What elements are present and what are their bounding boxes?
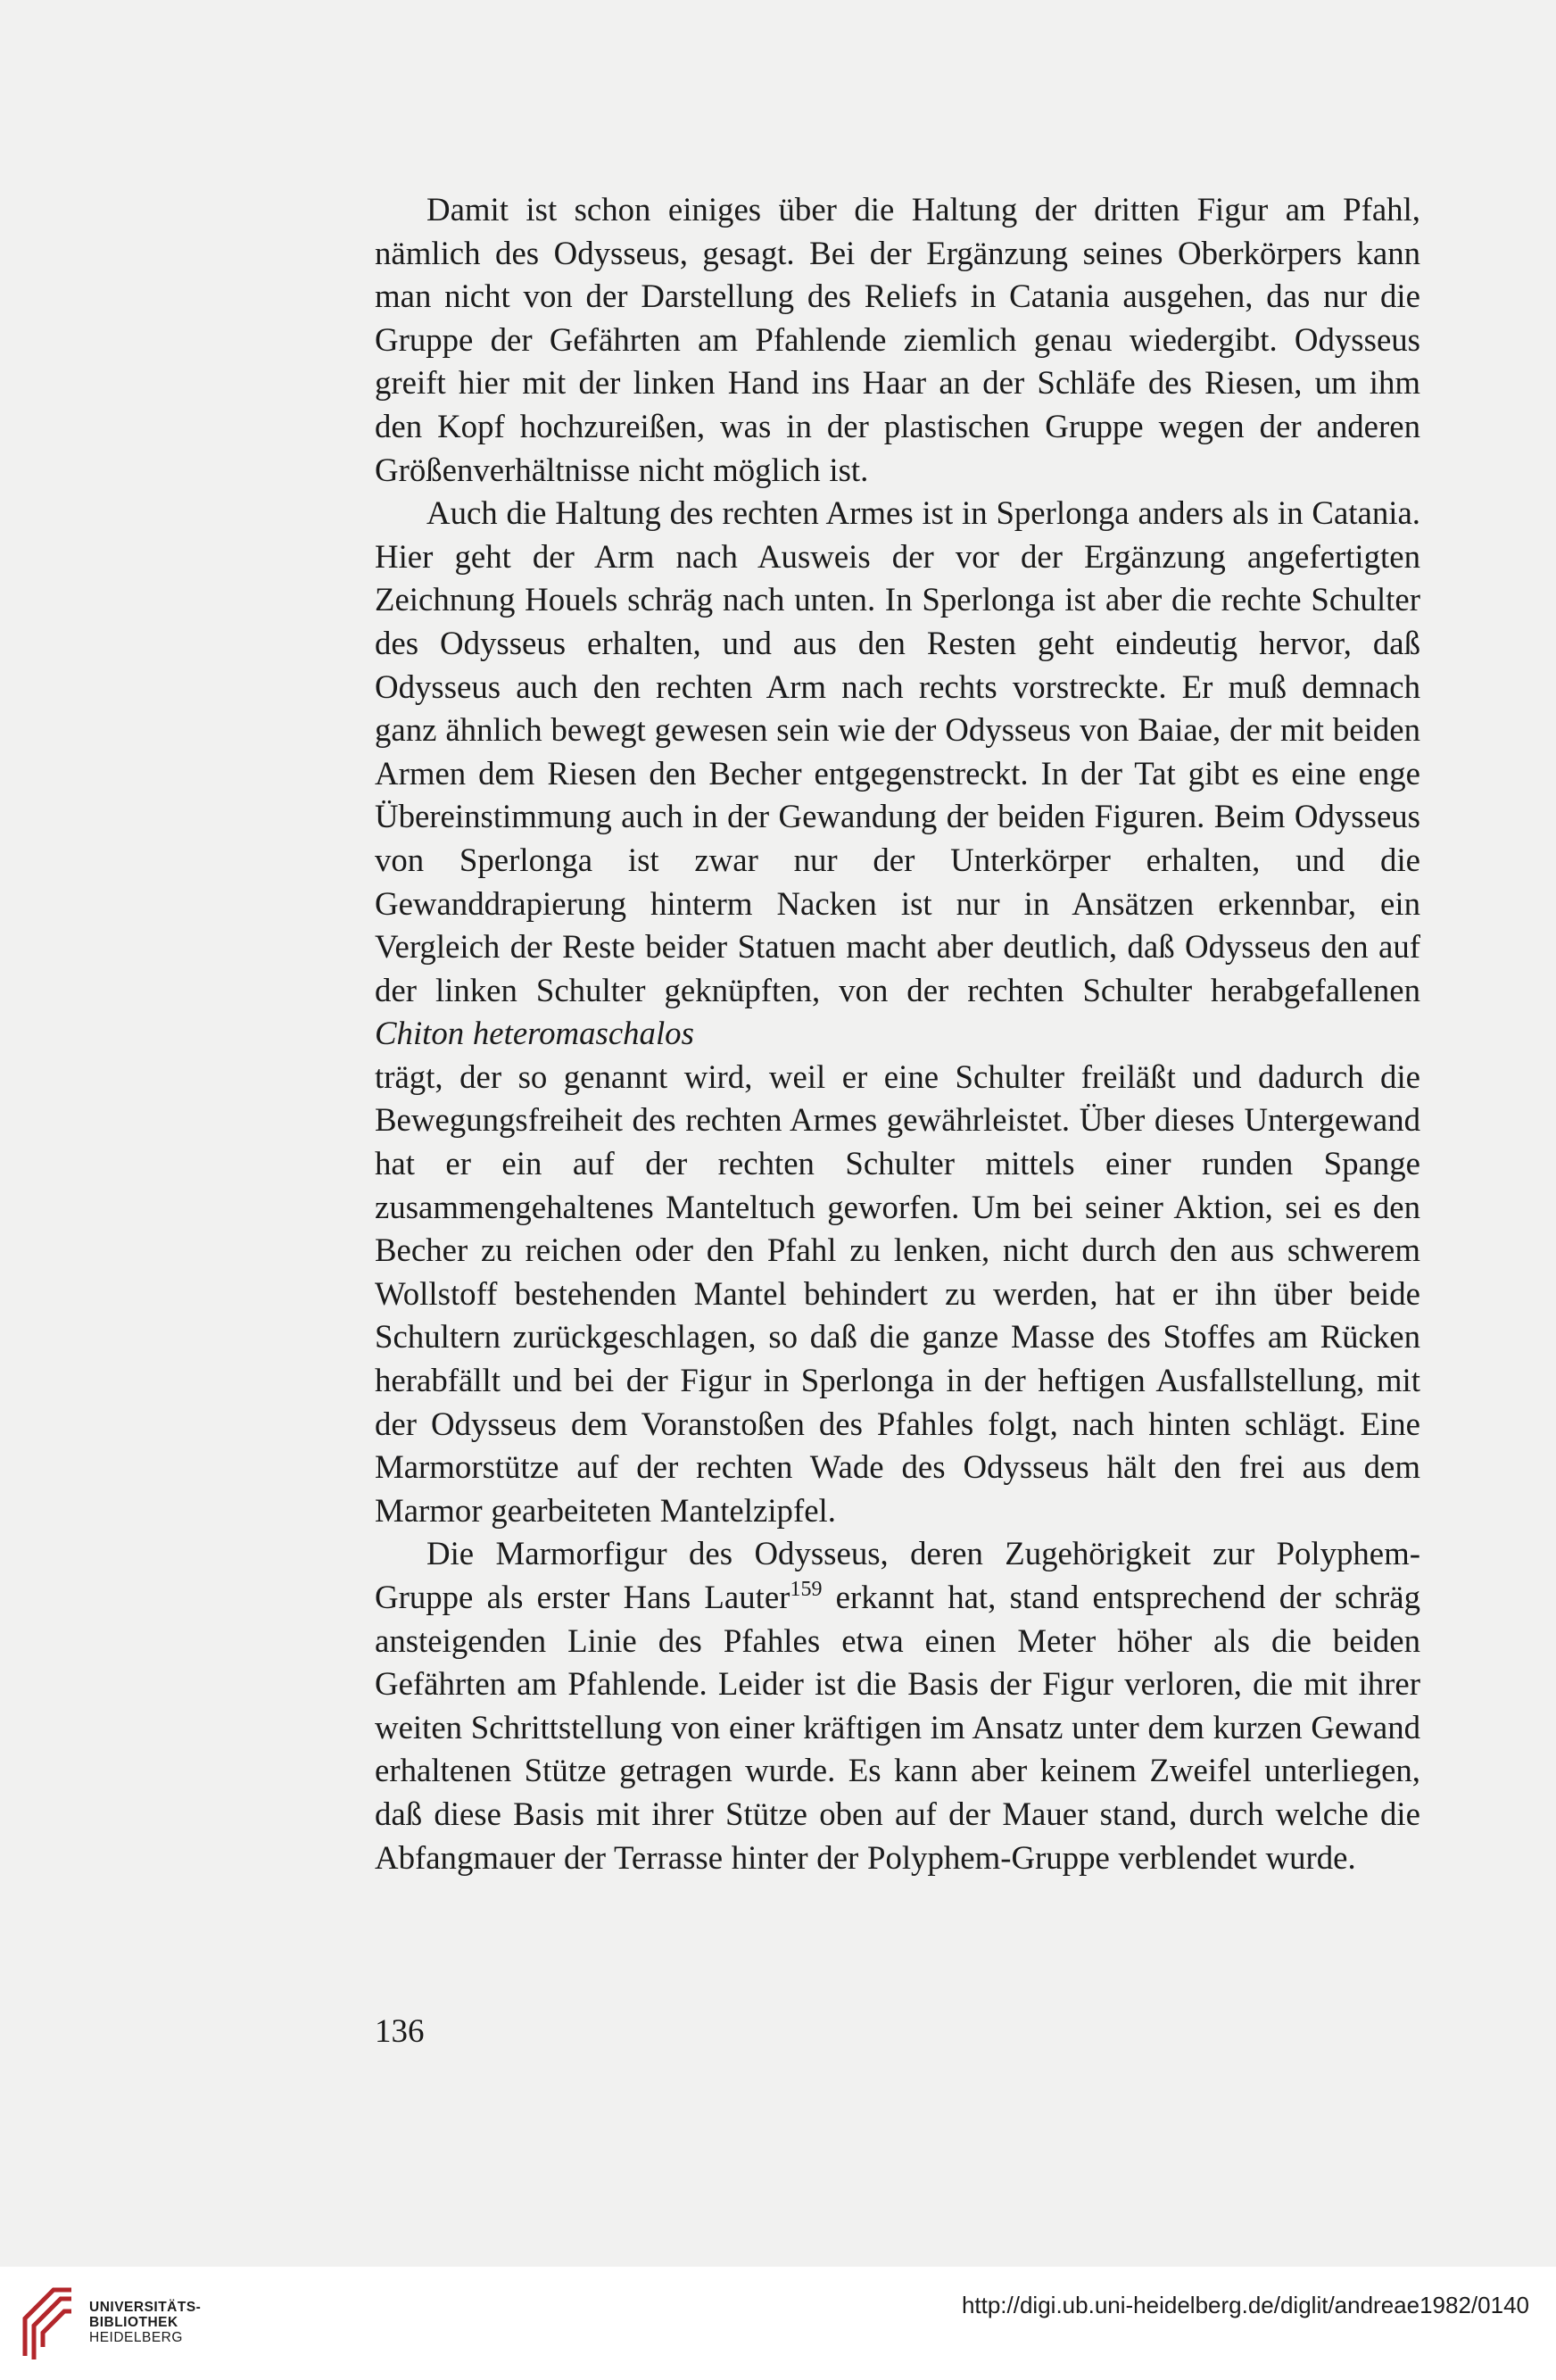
paragraph-2-text: Auch die Haltung des rechten Armes ist in Sperlonga anders als in Catania. Hier geht der Arm nach Ausweis der vor der Ergänzung angefertigten Zeichnung Houels schräg nach unten. In Sperlonga ist aber die rechte Schulter des Odysseus erhalten, und aus den Resten geht eindeutig hervor, daß Odysseus auch den rechten Arm nach rechts vorstreckte. Er muß demnach ganz ähnlich bewegt gewesen sein wie der Odysseus von Baiae, der mit beiden Armen dem Riesen den Becher entgegenstreckt. In der Tat gibt es eine enge Übereinstimmung auch in der Gewandung der beiden Figuren. Beim Odysseus von Sperlonga ist zwar nur der Unterkörper erhalten, und die Gewanddrapierung hinterm Nacken ist nur in Ansätzen erkennbar, ein Vergleich der Reste beider Statuen macht aber deutlich, daß Odysseus den auf der linken Schulter geknüpften, von der rechten Schulter herabgefallenen [375,494,1420,1008]
library-name-line-1: UNIVERSITÄTS- [89,2300,202,2315]
library-name-line-3: HEIDELBERG [89,2330,183,2345]
paragraph-3-text: Die Marmorfigur des Odysseus, deren Zugehörigkeit zur Polyphem-Gruppe als erster Hans Lauter [375,1535,1420,1615]
paragraph-3-continuation: erkannt hat, stand entsprechend der schräg ansteigenden Linie des Pfahles etwa einen Meter höher als die beiden Gefährten am Pfahlende. Leider ist die Basis der Figur verloren, die mit ihrer weiten Schrittstellung von einer kräftigen im Ansatz unter dem kurzen Gewand erhaltenen Stütze getragen wurde. Es [375,1579,1421,1789]
page-number: 136 [375,2013,425,2050]
source-url-link[interactable]: http://digi.ub.uni-heidelberg.de/diglit/andreae1982/0140 [961,2292,1529,2318]
paragraph-2-continuation: trägt, der so genannt wird, weil er eine Schulter freiläßt und dadurch die Bewegungsfreiheit des rechten Armes gewährleistet. Über dieses Untergewand hat er ein auf der rechten Schulter mittels einer runden Spange zusammengehaltenes Manteltuch geworfen. Um bei seiner Aktion, sei es den Becher zu reichen oder den Pfahl zu lenken, nicht durch den aus schwerem Wollstoff bestehenden Mantel behindert zu werden, hat er ihn über beide Schultern zurückgeschlagen, so daß die ganze Masse des Stoffes am Rücken herabfällt und bei der Figur in Sperlonga in der heftigen Ausfallstellung, mit der Odysseus dem Voranstoßen des Pfahles folgt, nach hinten schlägt. Eine Marmorstütze auf der rechten Wade des Odysseus hält den frei aus dem Marmor gearbeiteten Mantelzipfel. [375,1057,1420,1529]
footer-bar [0,2267,1556,2380]
paragraph-1: Damit ist schon einiges über die Haltung der dritten Figur am Pfahl, nämlich des Odysseus, gesagt. Bei der Ergänzung seines Oberkörpers kann man nicht von der Darstellung des Reliefs in Catania ausgehen, das nur die Gruppe der Gefährten am Pfahlende ziemlich genau wiedergibt. Odysseus greift hier mit der linken Hand ins Haar an der Schläfe des Riesen, um ihm den Kopf hochzureißen, was in der plastischen Gruppe wegen der anderen Größenverhältnisse nicht möglich ist. [375,191,1420,488]
body-text [375,188,1420,1879]
paragraph-3-ending: kann aber keinem Zweifel unterliegen, daß diese Basis mit ihrer Stütze oben auf der Mauer stand, durch welche die Abfangmauer der Terrasse hinter der Polyphem-Gruppe verblendet wurde. [375,1752,1421,1876]
footnote-marker[interactable]: 159 [790,1578,823,1601]
library-name-line-2: BIBLIOTHEK [89,2315,178,2330]
paragraph-3 [375,1532,1420,1879]
library-name[interactable] [89,2300,201,2345]
paragraph-2 [375,492,1420,1532]
library-logo-icon[interactable] [18,2283,77,2363]
italic-term: Chiton heteromaschalos [375,1015,694,1052]
